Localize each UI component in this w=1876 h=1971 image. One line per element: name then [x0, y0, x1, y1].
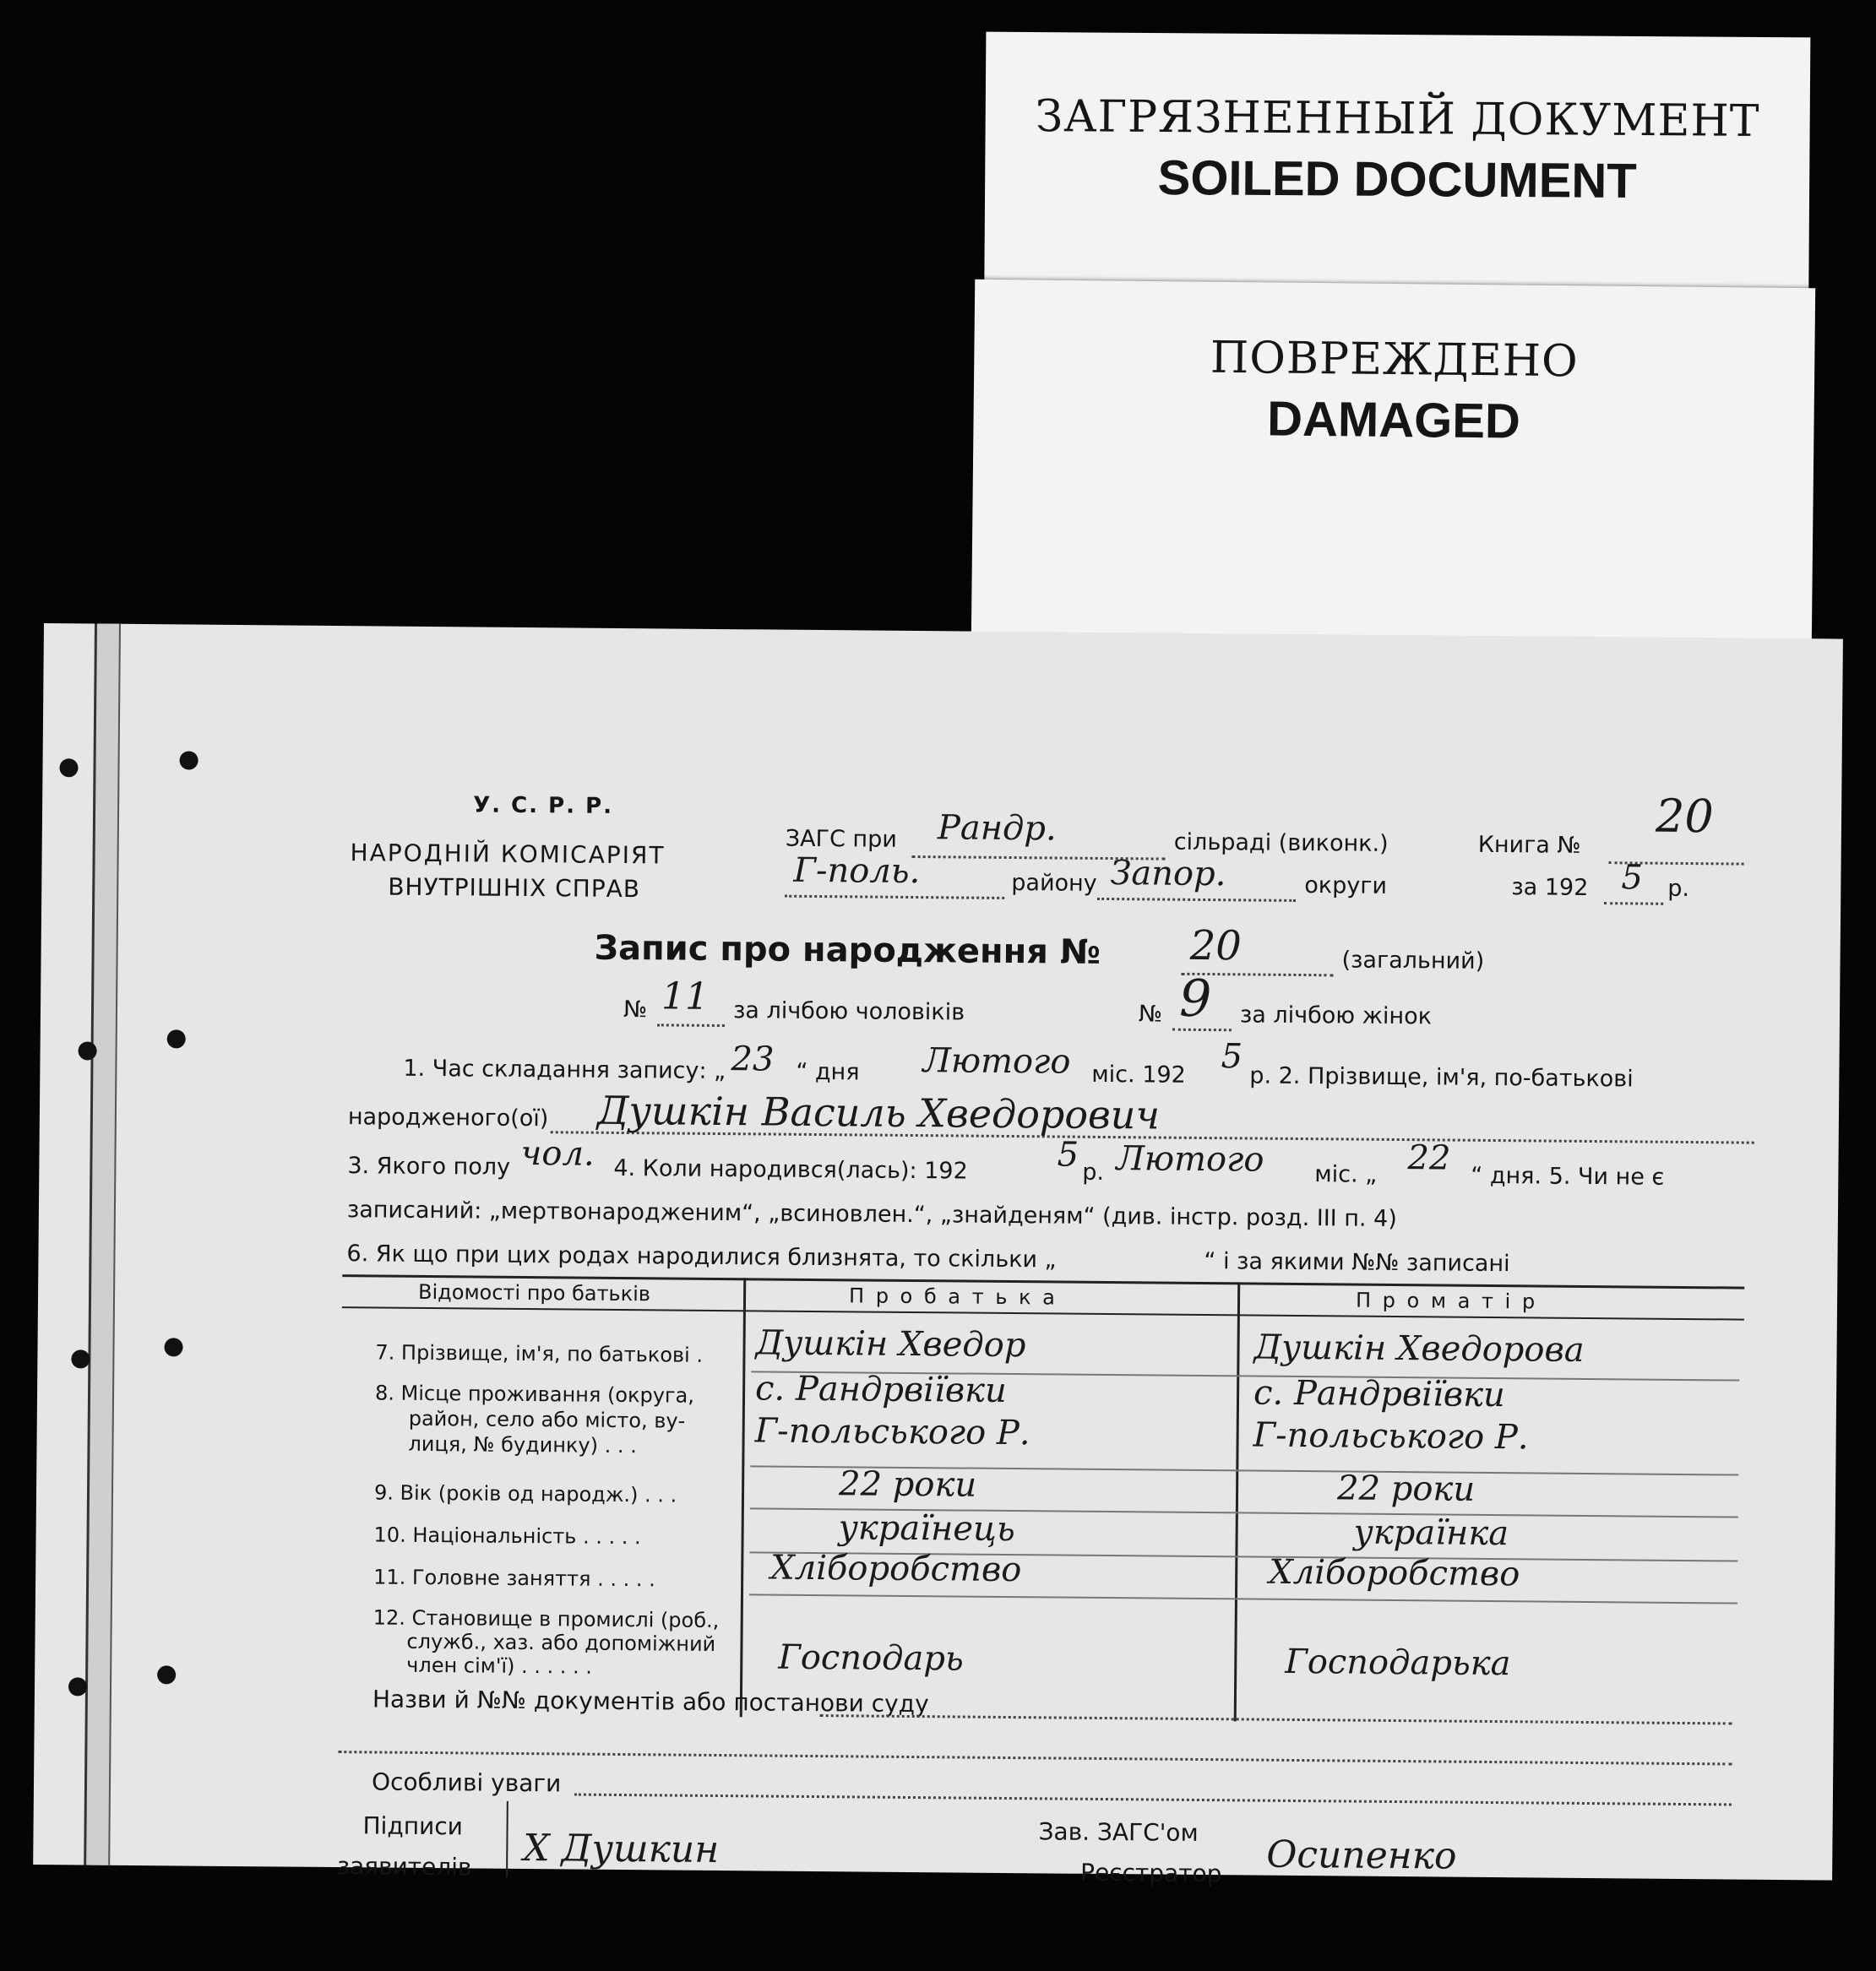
damaged-label-ru: ПОВРЕЖДЕНО: [1210, 332, 1580, 388]
item-1-month-suffix: міс. 192: [1091, 1061, 1186, 1089]
female-count-label: за лічбою жінок: [1239, 1002, 1433, 1030]
father-district: Г-польського Р.: [754, 1411, 1030, 1453]
birth-month-suffix: міс. „: [1314, 1161, 1378, 1188]
record-number: 20: [1189, 921, 1243, 970]
birth-year-suffix: р.: [1082, 1159, 1105, 1186]
row-rule: [749, 1594, 1737, 1604]
notes-underline: [574, 1794, 1732, 1806]
item-3-label: 3. Якого полу: [347, 1153, 511, 1181]
male-count-value: 11: [661, 975, 710, 1018]
record-title: Запис про народження №: [594, 928, 1101, 972]
punch-hole: [59, 758, 78, 777]
table-divider-2: [1234, 1282, 1241, 1721]
mother-occupation: Хліборобство: [1269, 1552, 1520, 1594]
okrug-value: Запор.: [1110, 854, 1226, 894]
raion-value: Г-поль.: [793, 850, 921, 892]
row-label: 10. Національність . . . . .: [373, 1523, 641, 1550]
item-4-label: 4. Коли народився(лась): 192: [613, 1154, 968, 1185]
item-6-suffix: “ і за якими №№ записані: [1204, 1248, 1510, 1278]
documents-label: Назви й №№ документів або постанови суду: [372, 1685, 929, 1719]
signature-bracket: [506, 1801, 508, 1877]
mother-age: 22 роки: [1336, 1469, 1476, 1509]
book-value: 20: [1655, 789, 1715, 844]
notes-label: Особливі уваги: [371, 1767, 562, 1798]
col-mother-header: П р о м а т і р: [1355, 1288, 1538, 1314]
birth-day: 22: [1407, 1138, 1451, 1178]
commissariat-line-2: ВНУТРІШНІХ СПРАВ: [388, 872, 641, 904]
child-name: Душкін Василь Хведорович: [596, 1087, 1161, 1138]
ussr-label: У. С. Р. Р.: [473, 792, 614, 819]
okrug-label: округи: [1304, 872, 1388, 899]
record-general-label: (загальний): [1341, 947, 1485, 975]
documents-underline-2: [338, 1751, 1732, 1765]
item-5-label: “ дня. 5. Чи не є: [1471, 1162, 1665, 1191]
punch-hole: [167, 1029, 186, 1048]
punch-hole: [164, 1338, 182, 1356]
punch-hole: [179, 751, 198, 769]
female-count-underline: [1172, 1029, 1232, 1032]
head-label: Зав. ЗАГС'ом: [1038, 1817, 1199, 1847]
silradi-label: сільраді (виконк.): [1173, 828, 1389, 857]
row-label: служб., хаз. або допоміжний: [406, 1629, 716, 1656]
birth-month: Лютого: [1116, 1139, 1264, 1180]
zags-label: ЗАГС при: [785, 825, 897, 853]
zags-value: Рандр.: [937, 808, 1057, 849]
damaged-label-en: DAMAGED: [1266, 391, 1521, 449]
raion-underline: [785, 895, 1004, 899]
father-name: Душкін Хведор: [755, 1323, 1026, 1366]
table-divider-1: [740, 1278, 747, 1717]
punch-hole: [71, 1349, 90, 1368]
applicant-signature: Х Душкин: [523, 1827, 720, 1872]
mother-district: Г-польського Р.: [1253, 1415, 1529, 1458]
row-label: лиця, № будинку) . . .: [408, 1431, 637, 1458]
birth-record-form: [33, 623, 1843, 1888]
child-sex: чол.: [520, 1133, 595, 1174]
mother-village: с. Рандрвіївки: [1253, 1373, 1505, 1415]
mother-status: Господарька: [1285, 1642, 1511, 1684]
mother-name: Душкін Хведорова: [1253, 1328, 1585, 1370]
damaged-document-card: [971, 280, 1815, 651]
item-2-label: народженого(ої): [347, 1104, 549, 1132]
punch-hole: [68, 1677, 87, 1696]
registrar-label: Реєстратор: [1079, 1858, 1222, 1888]
record-month: Лютого: [922, 1041, 1071, 1082]
soiled-label-en: SOILED DOCUMENT: [1157, 150, 1637, 209]
record-day: 23: [731, 1040, 775, 1079]
mother-nationality: українка: [1353, 1512, 1509, 1554]
year-suffix: р.: [1667, 875, 1690, 903]
row-label: район, село або місто, ву-: [408, 1406, 686, 1433]
book-label: Книга №: [1477, 831, 1581, 859]
col-father-header: П р о б а т ь к а: [848, 1284, 1058, 1310]
father-age: 22 роки: [838, 1464, 977, 1505]
raion-label: району: [1011, 870, 1097, 897]
applicants-label: заявителів: [337, 1852, 472, 1881]
female-count-prefix: №: [1138, 1001, 1163, 1028]
okrug-underline: [1097, 898, 1296, 902]
row-label: 12. Становище в промислі (роб.,: [372, 1605, 720, 1633]
item-1-label: 1. Час складання запису: „: [403, 1055, 726, 1085]
documents-underline: [820, 1714, 1732, 1724]
punch-hole: [157, 1665, 176, 1684]
item-5-details: записаний: „мертвонародженим“, „всиновлен.“, „знайденям“ (див. інстр. розд. III п. 4): [346, 1197, 1397, 1233]
father-status: Господарь: [778, 1637, 964, 1679]
row-label: член сім'ї) . . . . . .: [406, 1653, 593, 1679]
signatures-label: Підписи: [362, 1811, 464, 1841]
col-info-header: Відомості про батьків: [417, 1279, 651, 1306]
row-label: 9. Вік (років од народж.) . . .: [373, 1480, 677, 1507]
row-label: 11. Головне заняття . . . . .: [373, 1565, 655, 1592]
father-nationality: українець: [838, 1508, 1015, 1550]
male-count-underline: [657, 1024, 725, 1027]
item-1-2-label: р. 2. Прізвище, ім'я, по-батькові: [1249, 1062, 1634, 1093]
soiled-label-ru: ЗАГРЯЗНЕННЫЙ ДОКУМЕНТ: [1035, 91, 1760, 147]
father-occupation: Хліборобство: [770, 1548, 1022, 1590]
punch-hole: [78, 1041, 96, 1060]
female-count-value: 9: [1178, 969, 1212, 1029]
father-village: с. Рандрвіївки: [754, 1369, 1008, 1410]
item-6-label: 6. Як що при цих родах народилися близнята, то скільки „: [346, 1241, 1057, 1273]
binding-spine: [84, 624, 121, 1865]
registrar-signature: Осипенко: [1266, 1833, 1457, 1878]
male-count-label: за лічбою чоловіків: [732, 997, 965, 1026]
commissariat-line-1: НАРОДНІЙ КОМІСАРІЯТ: [350, 839, 666, 870]
male-count-prefix: №: [623, 996, 648, 1024]
year-value: 5: [1621, 858, 1644, 898]
birth-year: 5: [1057, 1135, 1079, 1175]
item-1-day-suffix: “ дня: [796, 1058, 860, 1086]
year-label: за 192: [1511, 874, 1589, 901]
record-year: 5: [1221, 1037, 1243, 1077]
year-underline: [1604, 902, 1663, 905]
row-label: 8. Місце проживання (округа,: [374, 1381, 695, 1408]
row-label: 7. Прізвище, ім'я, по батькові .: [375, 1340, 704, 1367]
